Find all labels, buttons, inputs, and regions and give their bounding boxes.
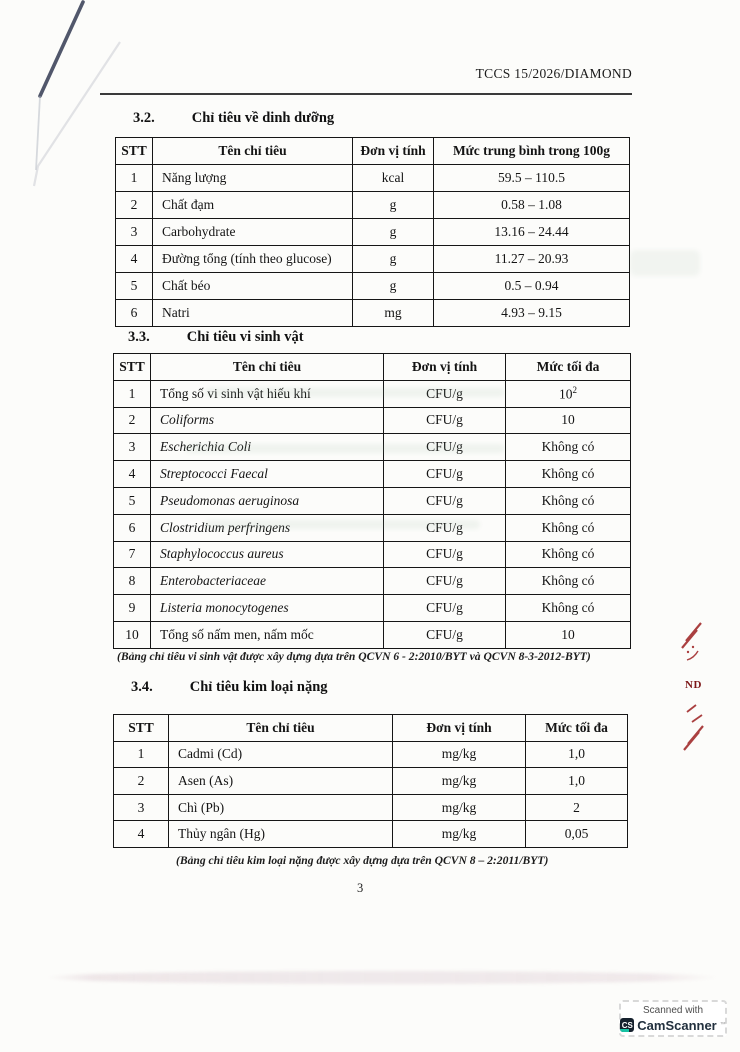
camscanner-brand-row — [620, 1018, 725, 1033]
table-cell: 6 — [116, 300, 153, 327]
section-heading-metal — [131, 679, 328, 696]
table-cell: $10^2$ — [506, 380, 631, 407]
table-cell: Không có — [506, 541, 631, 568]
table-cell: CFU/g — [384, 514, 506, 541]
table-cell: Không có — [506, 461, 631, 488]
table-cell: Enterobacteriaceae — [151, 568, 384, 595]
table-cell: Listeria monocytogenes — [151, 595, 384, 622]
table-row — [114, 768, 628, 795]
table-row — [116, 300, 630, 327]
table-cell: CFU/g — [384, 487, 506, 514]
table-cell: g — [353, 192, 434, 219]
table-cell: 13.16 – 24.44 — [434, 219, 630, 246]
column-header-unit: Đơn vị tính — [393, 715, 526, 742]
table-cell: Clostridium perfringens — [151, 514, 384, 541]
section-heading-nutrition — [133, 110, 334, 127]
table-row — [116, 273, 630, 300]
nutrition-table — [115, 137, 630, 327]
scan-smudge-band — [45, 971, 720, 984]
column-header-name: Tên chỉ tiêu — [151, 354, 384, 381]
table-cell: 5 — [116, 273, 153, 300]
trademark-symbol: ™ — [719, 1021, 726, 1028]
table-cell: Thủy ngân (Hg) — [169, 821, 393, 848]
table-cell: Asen (As) — [169, 768, 393, 795]
camscanner-logo-icon: CS — [620, 1018, 634, 1032]
table-cell: Natri — [153, 300, 353, 327]
table-cell: CFU/g — [384, 380, 506, 407]
table-cell: Không có — [506, 434, 631, 461]
table-cell: Chì (Pb) — [169, 794, 393, 821]
table-cell: Không có — [506, 568, 631, 595]
table-cell: 4 — [114, 821, 169, 848]
column-header-stt: STT — [114, 715, 169, 742]
table-cell: mg/kg — [393, 768, 526, 795]
table-cell: 59.5 – 110.5 — [434, 165, 630, 192]
table-row — [114, 434, 631, 461]
table-row — [114, 461, 631, 488]
table-row — [116, 219, 630, 246]
table-cell: g — [353, 219, 434, 246]
microbiology-table-note: (Bảng chỉ tiêu vi sinh vật được xây dựng dựa trên QCVN 6 - 2:2010/BYT và QCVN 8-3-2012-BYT) — [117, 650, 591, 663]
table-cell: Đường tổng (tính theo glucose) — [153, 246, 353, 273]
table-cell: CFU/g — [384, 595, 506, 622]
table-cell: CFU/g — [384, 541, 506, 568]
table-cell: 2 — [114, 768, 169, 795]
table-cell: 1,0 — [526, 741, 628, 768]
table-header-row — [114, 354, 631, 381]
table-cell: 1 — [114, 741, 169, 768]
section-title: Chỉ tiêu về dinh dưỡng — [191, 110, 335, 126]
table-cell: CFU/g — [384, 568, 506, 595]
heavy-metals-table-note: (Bảng chỉ tiêu kim loại nặng được xây dựng dựa trên QCVN 8 – 2:2011/BYT) — [176, 854, 549, 867]
table-cell: 4.93 – 9.15 — [434, 300, 630, 327]
table-row — [114, 407, 631, 434]
table-cell: 10 — [114, 621, 151, 648]
column-header-stt: STT — [116, 138, 153, 165]
table-cell: 2 — [114, 407, 151, 434]
header-rule — [100, 93, 632, 95]
table-cell: Tổng số vi sinh vật hiếu khí — [151, 380, 384, 407]
camscanner-scanned-with-label: Scanned with — [642, 1004, 704, 1016]
table-cell: Không có — [506, 487, 631, 514]
table-row — [114, 821, 628, 848]
table-cell: Không có — [506, 595, 631, 622]
table-cell: Không có — [506, 514, 631, 541]
table-cell: Staphylococcus aureus — [151, 541, 384, 568]
table-row — [114, 741, 628, 768]
bleedthrough-ghost — [630, 250, 700, 276]
table-row — [114, 487, 631, 514]
table-cell: 6 — [114, 514, 151, 541]
table-cell: g — [353, 273, 434, 300]
table-row — [114, 595, 631, 622]
column-header-unit: Đơn vị tính — [384, 354, 506, 381]
table-row — [114, 568, 631, 595]
table-cell: Carbohydrate — [153, 219, 353, 246]
table-cell: 8 — [114, 568, 151, 595]
table-cell: CFU/g — [384, 434, 506, 461]
stamp-text-fragment: ND — [685, 679, 702, 691]
table-row — [114, 514, 631, 541]
red-stamp-fragment — [682, 623, 703, 750]
column-header-value: Mức tối đa — [526, 715, 628, 742]
table-cell: Tổng số nấm men, nấm mốc — [151, 621, 384, 648]
table-cell: 9 — [114, 595, 151, 622]
table-row — [116, 165, 630, 192]
section-heading-micro — [128, 329, 304, 346]
column-header-name: Tên chỉ tiêu — [153, 138, 353, 165]
table-header-row — [116, 138, 630, 165]
table-row — [114, 794, 628, 821]
table-cell: Pseudomonas aeruginosa — [151, 487, 384, 514]
table-cell: 1 — [114, 380, 151, 407]
table-cell: Chất đạm — [153, 192, 353, 219]
table-cell: CFU/g — [384, 461, 506, 488]
table-cell: 1 — [116, 165, 153, 192]
camscanner-watermark — [619, 1000, 727, 1037]
section-title: Chỉ tiêu vi sinh vật — [186, 329, 304, 345]
column-header-stt: STT — [114, 354, 151, 381]
column-header-value: Mức trung bình trong 100g — [434, 138, 630, 165]
table-cell: mg/kg — [393, 821, 526, 848]
table-cell: 0.5 – 0.94 — [434, 273, 630, 300]
table-cell: 11.27 – 20.93 — [434, 246, 630, 273]
table-cell: 4 — [114, 461, 151, 488]
section-number: 3.3. — [128, 329, 150, 345]
heavy-metals-table — [113, 714, 628, 848]
table-cell: Cadmi (Cd) — [169, 741, 393, 768]
table-cell: 7 — [114, 541, 151, 568]
table-cell: 3 — [114, 434, 151, 461]
table-cell: mg/kg — [393, 794, 526, 821]
column-header-name: Tên chỉ tiêu — [169, 715, 393, 742]
table-cell: 2 — [526, 794, 628, 821]
table-cell: 3 — [116, 219, 153, 246]
page-number: 3 — [357, 881, 364, 895]
table-cell: mg — [353, 300, 434, 327]
section-number: 3.2. — [133, 110, 155, 126]
table-cell: 0.58 – 1.08 — [434, 192, 630, 219]
section-title: Chỉ tiêu kim loại nặng — [189, 679, 328, 695]
table-cell: Streptococci Faecal — [151, 461, 384, 488]
table-cell: Chất béo — [153, 273, 353, 300]
table-row — [116, 246, 630, 273]
column-header-unit: Đơn vị tính — [353, 138, 434, 165]
table-cell: Escherichia Coli — [151, 434, 384, 461]
table-cell: 2 — [116, 192, 153, 219]
table-row — [114, 621, 631, 648]
table-cell: CFU/g — [384, 407, 506, 434]
column-header-value: Mức tối đa — [506, 354, 631, 381]
table-cell: 4 — [116, 246, 153, 273]
table-cell: 10 — [506, 621, 631, 648]
table-row — [116, 192, 630, 219]
table-cell: 1,0 — [526, 768, 628, 795]
table-cell: Coliforms — [151, 407, 384, 434]
table-row — [114, 380, 631, 407]
table-cell: Năng lượng — [153, 165, 353, 192]
table-header-row — [114, 715, 628, 742]
table-cell: kcal — [353, 165, 434, 192]
table-cell: 10 — [506, 407, 631, 434]
table-cell: 3 — [114, 794, 169, 821]
section-number: 3.4. — [131, 679, 153, 695]
camscanner-brand-name: CamScanner — [637, 1017, 717, 1033]
table-cell: g — [353, 246, 434, 273]
table-row — [114, 541, 631, 568]
table-cell: 0,05 — [526, 821, 628, 848]
table-cell: mg/kg — [393, 741, 526, 768]
document-reference: TCCS 15/2026/DIAMOND — [475, 66, 632, 81]
table-cell: CFU/g — [384, 621, 506, 648]
table-cell: 5 — [114, 487, 151, 514]
microbiology-table — [113, 353, 631, 649]
